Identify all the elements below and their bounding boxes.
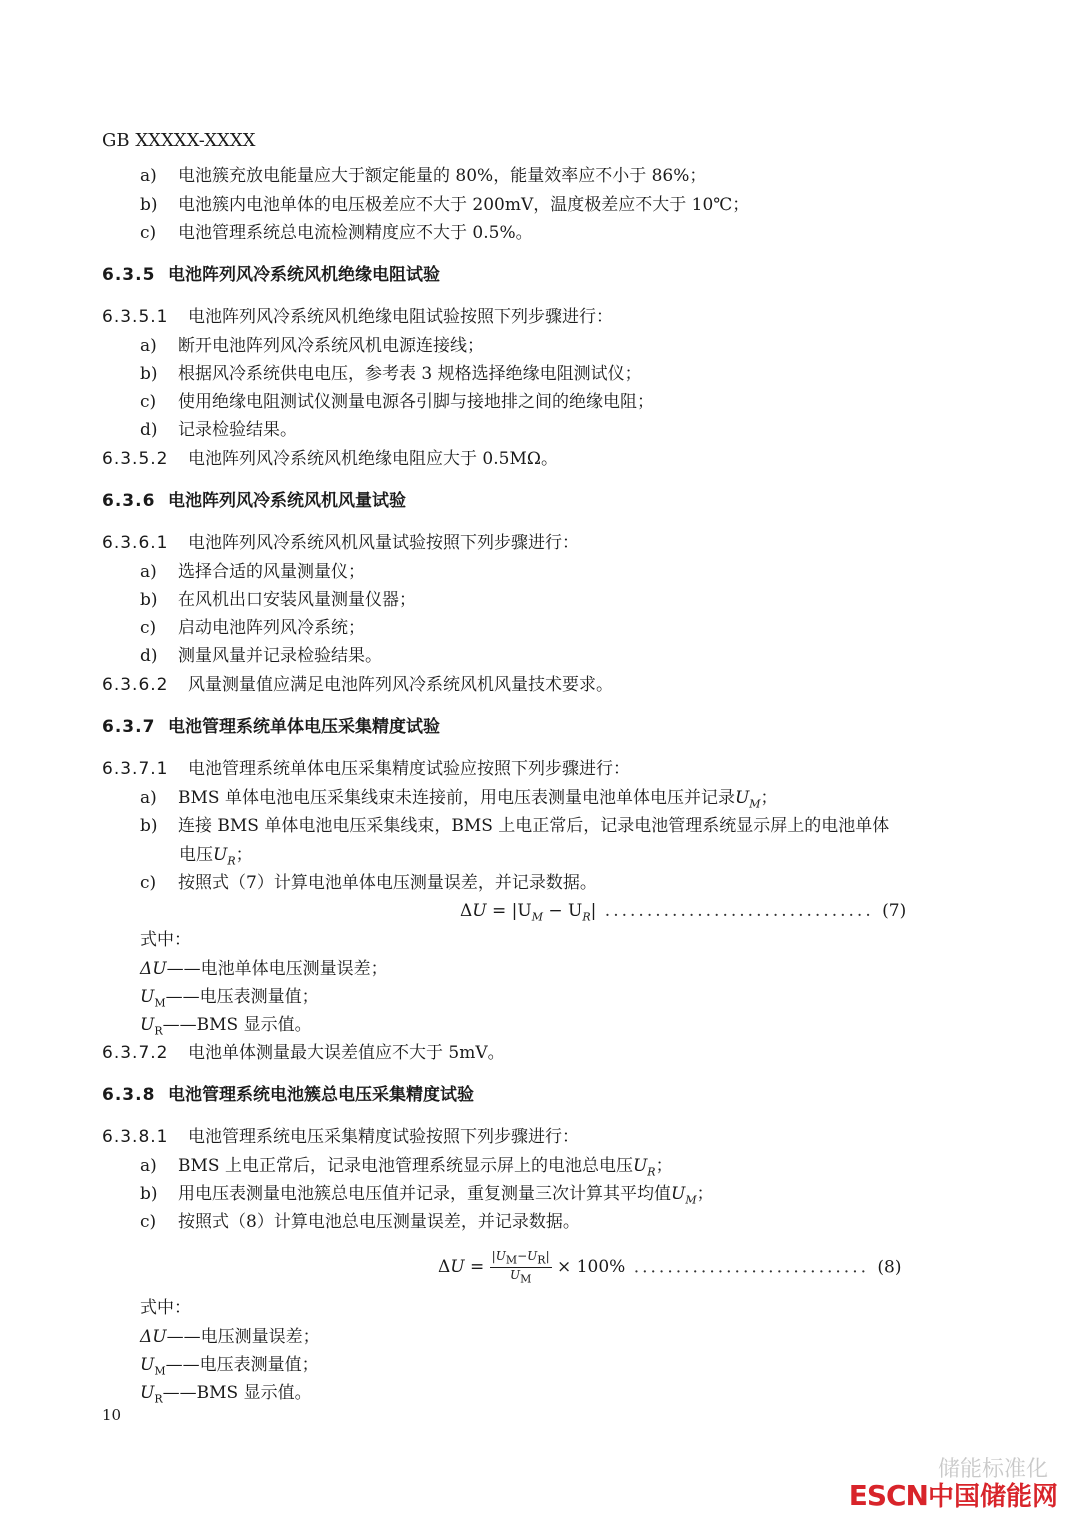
clause: 6.3.5.2 电池阵列风冷系统风机绝缘电阻应大于 0.5MΩ。: [102, 449, 558, 469]
list-item: b) 用电压表测量电池簇总电压值并记录，重复测量三次计算其平均值$U_M$；: [140, 1184, 714, 1207]
list-item: c) 按照式（8）计算电池总电压测量误差，并记录数据。: [140, 1212, 580, 1232]
document-header: GB XXXXX-XXXX: [102, 130, 256, 151]
where-label: 式中：: [140, 930, 191, 950]
list-item: b) 根据风冷系统供电电压，参考表 3 规格选择绝缘电阻测试仪；: [140, 364, 642, 384]
section-heading: 6.3.5 电池阵列风冷系统风机绝缘电阻试验: [102, 265, 440, 285]
list-item: c) 使用绝缘电阻测试仪测量电源各引脚与接地排之间的绝缘电阻；: [140, 392, 654, 412]
escn-logo: ESCN中国储能网: [848, 1479, 1058, 1512]
clause: 6.3.6.2 风量测量值应满足电池阵列风冷系统风机风量技术要求。: [102, 675, 613, 695]
math-symbol: $U_R$: [632, 1156, 656, 1179]
list-item: b) 连接 BMS 单体电池电压采集线束，BMS 上电正常后，记录电池管理系统显示屏上的电池单体: [140, 816, 890, 836]
list-item: d) 测量风量并记录检验结果。: [140, 646, 382, 666]
definition: $U_R——BMS$ 显示值。: [140, 1383, 312, 1406]
formula-number: (8): [877, 1257, 902, 1278]
list-item: c) 启动电池阵列风冷系统；: [140, 618, 365, 638]
clause: 6.3.7.2 电池单体测量最大误差值应不大于 5mV。: [102, 1043, 505, 1063]
formula-expression: ΔU = $\frac{|U_M-U_R|}{U_M}$ × 100%: [438, 1249, 626, 1286]
definition: ΔU——电压测量误差；: [140, 1327, 320, 1347]
math-symbol: $U_R$: [213, 845, 236, 868]
list-item: b) 在风机出口安装风量测量仪器；: [140, 590, 416, 610]
list-item: a) 断开电池阵列风冷系统风机电源连接线；: [140, 336, 484, 356]
formula-8: ΔU = $\frac{|U_M-U_R|}{U_M}$ × 100% ............................ (8): [438, 1249, 902, 1286]
clause: 6.3.7.1 电池管理系统单体电压采集精度试验应按照下列步骤进行：: [102, 759, 630, 779]
where-label: 式中：: [140, 1298, 191, 1318]
watermark-faded-text: 储能标准化: [937, 1457, 1048, 1482]
clause: 6.3.8.1 电池管理系统电压采集精度试验按照下列步骤进行：: [102, 1127, 579, 1147]
list-item: c) 按照式（7）计算电池单体电压测量误差，并记录数据。: [140, 873, 597, 893]
list-item-continuation: 电压$U_R$；: [179, 845, 253, 868]
formula-7: $\Delta U = |U_M - U_R|$ ................................ (7): [460, 901, 907, 924]
list-item: c) 电池管理系统总电流检测精度应不大于 0.5%。: [140, 223, 533, 243]
definition: $U_M——$电压表测量值；: [140, 987, 319, 1010]
math-symbol: $U_M$: [671, 1184, 697, 1207]
math-symbol: $U_M$: [734, 788, 761, 811]
list-item: a) 选择合适的风量测量仪；: [140, 562, 365, 582]
page-number: 10: [102, 1406, 122, 1424]
definition: $U_M——$电压表测量值；: [140, 1355, 319, 1378]
list-item: a) BMS 上电正常后，记录电池管理系统显示屏上的电池总电压$U_R$；: [140, 1156, 673, 1179]
formula-expression: $\Delta U = |U_M - U_R|$: [460, 901, 597, 924]
definition: ΔU——电池单体电压测量误差；: [140, 959, 388, 979]
formula-number: (7): [882, 901, 907, 921]
list-item: d) 记录检验结果。: [140, 420, 297, 440]
section-heading: 6.3.8 电池管理系统电池簇总电压采集精度试验: [102, 1085, 474, 1105]
section-heading: 6.3.6 电池阵列风冷系统风机风量试验: [102, 491, 406, 511]
definition: $U_R——BMS$ 显示值。: [140, 1015, 312, 1038]
clause: 6.3.6.1 电池阵列风冷系统风机风量试验按照下列步骤进行：: [102, 533, 579, 553]
list-item: a) BMS 单体电池电压采集线束未连接前，用电压表测量电池单体电压并记录$U_M$；: [140, 788, 778, 811]
clause: 6.3.5.1 电池阵列风冷系统风机绝缘电阻试验按照下列步骤进行：: [102, 307, 613, 327]
list-item: a) 电池簇充放电能量应大于额定能量的 80%，能量效率应不小于 86%；: [140, 166, 707, 186]
section-heading: 6.3.7 电池管理系统单体电压采集精度试验: [102, 717, 440, 737]
list-item: b) 电池簇内电池单体的电压极差应不大于 200mV，温度极差应不大于 10℃；: [140, 195, 750, 215]
